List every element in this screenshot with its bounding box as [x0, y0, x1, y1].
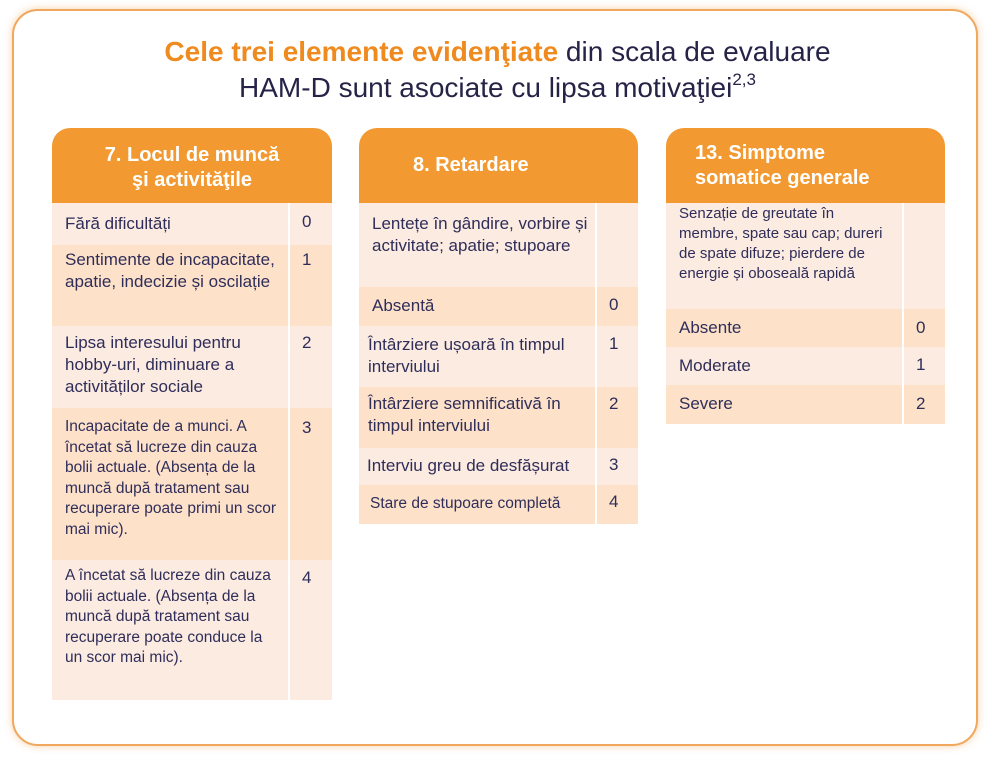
row-label: Incapacitate de a munci. A încetat să lucreze din cauza bolii actuale. (Absența de la muncă după tratament sau recuperare poate primi un scor mai mic).	[52, 408, 290, 560]
row-label: Absentă	[359, 287, 597, 326]
row-label: Moderate	[666, 347, 904, 385]
table-row	[359, 387, 638, 448]
table-row	[666, 309, 945, 347]
card-header	[666, 128, 945, 203]
row-score: 0	[916, 318, 926, 337]
row-score: 3	[302, 418, 312, 437]
table-row	[359, 485, 638, 524]
row-label: Absente	[666, 309, 904, 347]
row-score: 1	[302, 250, 312, 269]
row-score	[597, 203, 609, 287]
card-header	[359, 128, 638, 203]
row-score: 2	[609, 394, 619, 413]
card-header-line2: şi activităţile	[131, 168, 253, 191]
card-work-activities	[52, 128, 332, 700]
row-score: 1	[916, 355, 926, 374]
card-retardation	[359, 128, 638, 524]
table-row	[359, 326, 638, 387]
table-row	[359, 203, 638, 287]
row-label: Stare de stupoare completă	[359, 485, 597, 524]
row-score: 0	[609, 295, 619, 314]
table-row	[52, 560, 332, 700]
title-highlight: Cele trei elemente evidenţiate	[164, 36, 559, 67]
row-score	[904, 203, 916, 309]
row-score: 4	[609, 492, 619, 511]
row-score: 3	[609, 455, 619, 474]
row-label: Sentimente de incapacitate, apatie, indecizie și oscilație	[52, 245, 290, 326]
card-header	[52, 128, 332, 203]
row-score: 1	[609, 334, 619, 353]
table-row	[359, 287, 638, 326]
row-score: 0	[302, 212, 312, 231]
row-label: Întârziere ușoară în timpul interviului	[359, 326, 597, 387]
card-header-line2: somatice generale	[695, 166, 870, 189]
row-label: Fără dificultăți	[52, 203, 290, 245]
row-label: Întârziere semnificativă în timpul interviului	[359, 387, 597, 448]
table-row	[666, 347, 945, 385]
card-header-line1: 7. Locul de muncă	[104, 143, 280, 166]
card-somatic-symptoms	[666, 128, 945, 424]
row-label: Interviu greu de desfășurat	[359, 448, 597, 485]
row-label: Senzație de greutate în membre, spate sau cap; dureri de spate difuze; pierdere de energie și oboseală rapidă	[666, 203, 904, 309]
row-label: Lentețe în gândire, vorbire și activitate; apatie; stupoare	[359, 203, 597, 287]
row-label: Severe	[666, 385, 904, 424]
row-score: 4	[302, 568, 312, 587]
title-rest: din scala de evaluare	[558, 36, 831, 67]
table-row	[52, 245, 332, 326]
title-line2: HAM-D sunt asociate cu lipsa motivaţiei	[239, 72, 733, 103]
table-row	[666, 385, 945, 424]
row-score: 2	[302, 333, 312, 352]
card-header-line1: 8. Retardare	[413, 154, 529, 176]
table-row	[666, 203, 945, 309]
page-title	[0, 34, 995, 106]
table-row	[52, 326, 332, 408]
title-superscript: 2,3	[732, 70, 756, 89]
table-row	[52, 408, 332, 560]
card-header-line1: 13. Simptome	[695, 141, 826, 164]
row-score: 2	[916, 394, 926, 413]
table-row	[52, 203, 332, 245]
table-row	[359, 448, 638, 485]
row-label: Lipsa interesului pentru hobby-uri, diminuare a activităților sociale	[52, 326, 290, 408]
row-label: A încetat să lucreze din cauza bolii actuale. (Absența de la muncă după tratament sau recuperare poate conduce la un scor mai mic).	[52, 560, 290, 700]
